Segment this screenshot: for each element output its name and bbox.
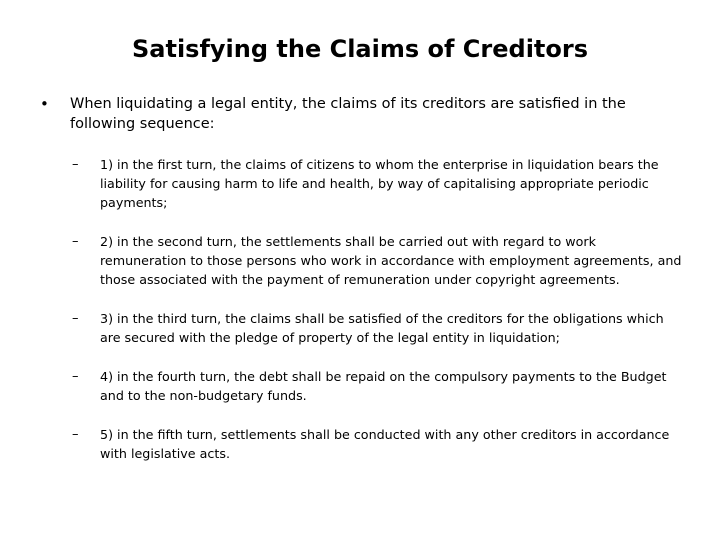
dash-icon: – [72,157,79,172]
dash-icon: – [72,369,79,384]
list-item [72,309,682,347]
list-item-text: 5) in the fifth turn, settlements shall be conducted with any other creditors in accordance with legislative acts. [100,427,670,461]
main-bullet [40,94,680,134]
bullet-icon: • [40,95,49,113]
list-item [72,367,682,405]
dash-icon: – [72,427,79,442]
sub-list [72,155,682,483]
list-item [72,155,682,212]
intro-text: When liquidating a legal entity, the claims of its creditors are satisfied in the following sequence: [70,96,626,132]
list-item [72,232,682,289]
list-item-text: 3) in the third turn, the claims shall be satisfied of the creditors for the obligations which are secured with the pledge of property of the legal entity in liquidation; [100,311,664,345]
list-item-text: 4) in the fourth turn, the debt shall be repaid on the compulsory payments to the Budget and to the non-budgetary funds. [100,369,667,403]
list-item-text: 2) in the second turn, the settlements shall be carried out with regard to work remuneration to those persons who work in accordance with employment agreements, and those associated with the payment of remuneration under copyright agreements. [100,234,682,287]
slide-title: Satisfying the Claims of Creditors [132,35,588,63]
dash-icon: – [72,311,79,326]
list-item [72,425,682,463]
dash-icon: – [72,234,79,249]
list-item-text: 1) in the first turn, the claims of citizens to whom the enterprise in liquidation bears the liability for causing harm to life and health, by way of capitalising appropriate periodic payments; [100,157,659,210]
